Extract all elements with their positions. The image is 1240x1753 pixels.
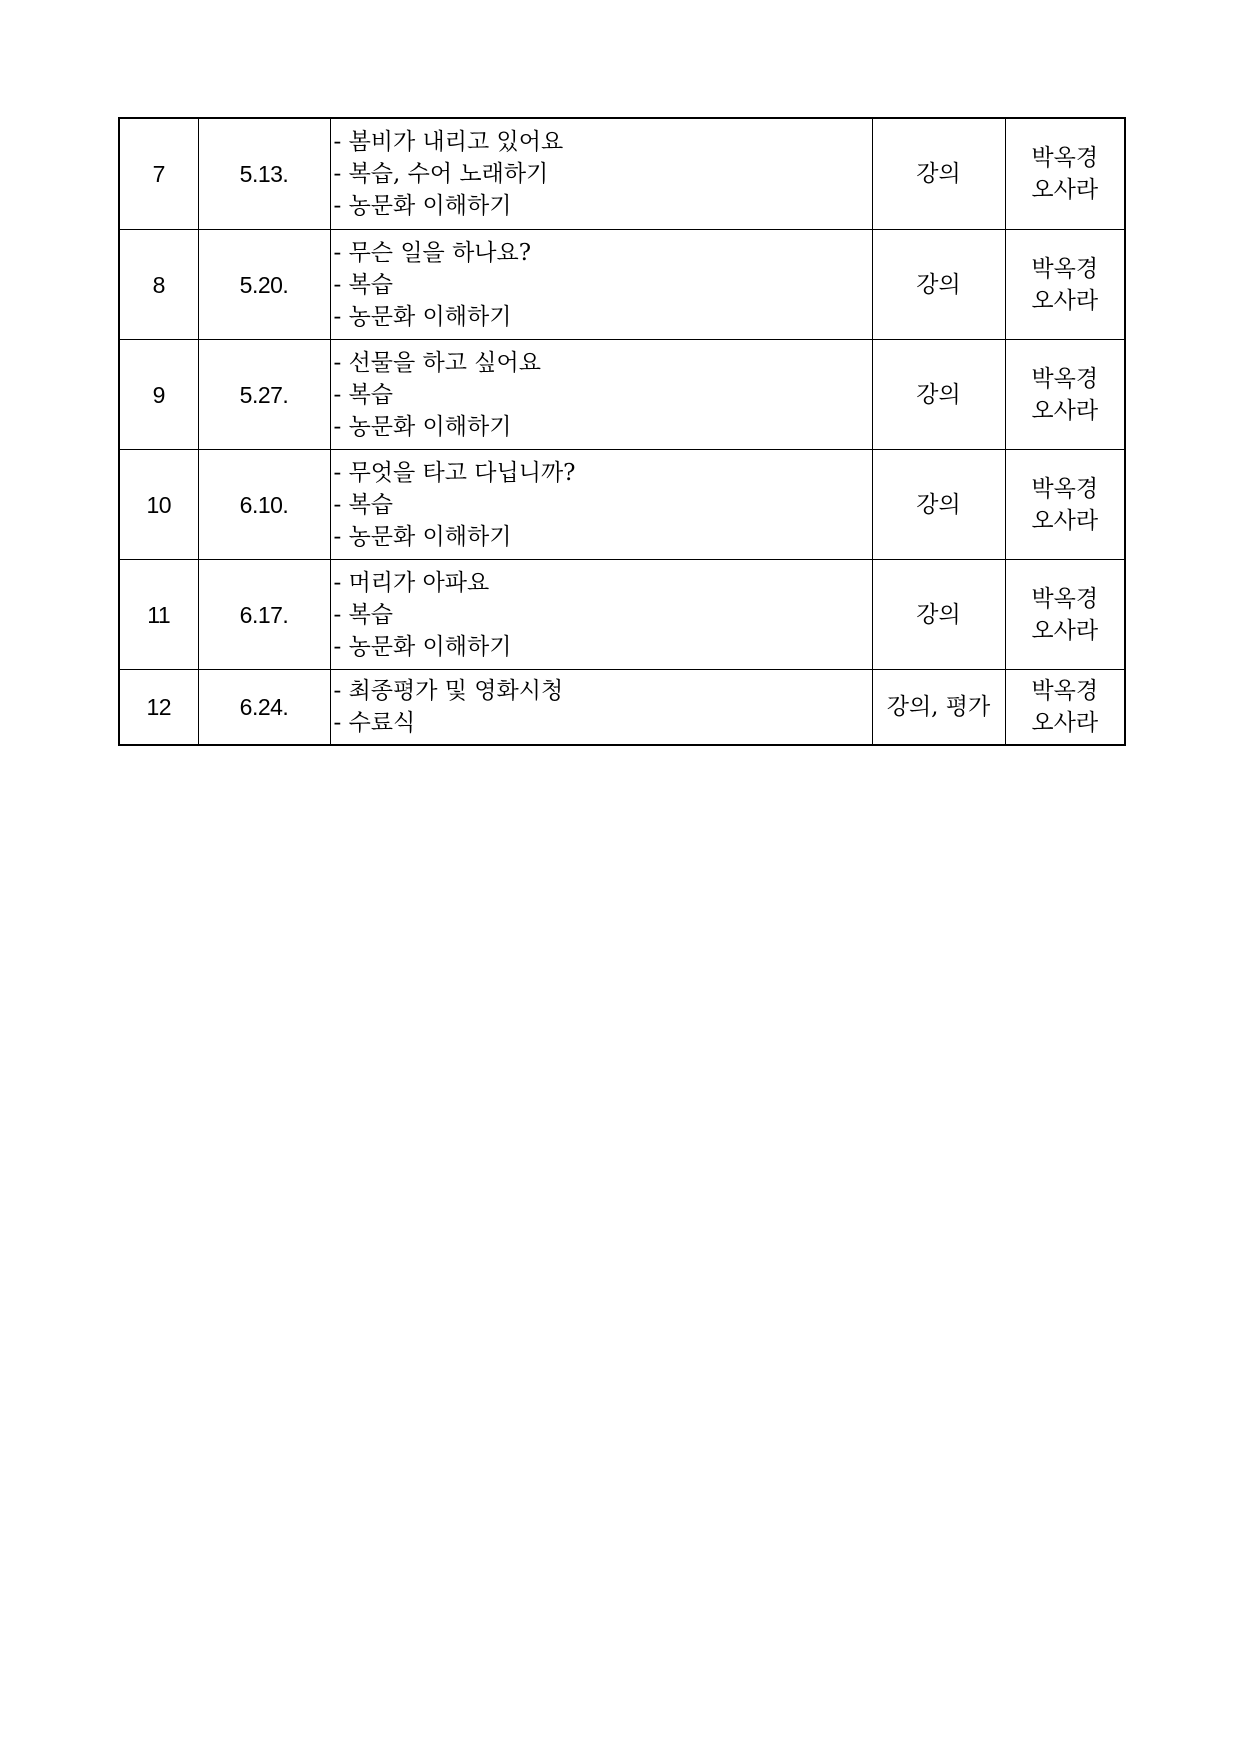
- schedule-table: [118, 117, 1126, 746]
- session-content: [330, 340, 872, 450]
- session-teachers: [1005, 340, 1125, 450]
- session-method: 강의: [872, 230, 1005, 340]
- session-content: [330, 118, 872, 230]
- session-content: [330, 450, 872, 560]
- teacher-name: 오사라: [1031, 177, 1099, 203]
- session-method: 강의: [872, 450, 1005, 560]
- session-content: [330, 670, 872, 746]
- content-line: - 복습: [333, 491, 394, 518]
- teacher-name: 오사라: [1031, 287, 1099, 314]
- teacher-name: 박옥경: [1031, 365, 1099, 392]
- content-line: - 봄비가 내리고 있어요: [333, 129, 564, 155]
- session-date: 6.17.: [198, 560, 330, 670]
- teacher-name: 오사라: [1031, 397, 1099, 424]
- content-line: - 복습: [333, 271, 394, 298]
- session-method: 강의, 평가: [872, 670, 1005, 746]
- content-line: - 농문화 이해하기: [333, 303, 512, 330]
- content-line: - 머리가 아파요: [333, 569, 490, 596]
- teacher-name: 박옥경: [1031, 145, 1099, 171]
- teacher-name: 박옥경: [1031, 255, 1099, 282]
- session-content: [330, 560, 872, 670]
- teacher-name: 오사라: [1031, 507, 1099, 534]
- table-row: [119, 670, 1125, 746]
- teacher-name: 박옥경: [1031, 678, 1099, 704]
- session-teachers: [1005, 230, 1125, 340]
- content-line: - 농문화 이해하기: [333, 413, 512, 440]
- session-date: 5.27.: [198, 340, 330, 450]
- content-line: - 농문화 이해하기: [333, 523, 512, 550]
- session-number: 7: [119, 118, 198, 230]
- session-teachers: [1005, 118, 1125, 230]
- content-line: - 선물을 하고 싶어요: [333, 349, 541, 376]
- session-teachers: [1005, 560, 1125, 670]
- content-line: - 농문화 이해하기: [333, 193, 512, 219]
- session-method: 강의: [872, 118, 1005, 230]
- table-row: [119, 450, 1125, 560]
- content-line: - 수료식: [333, 710, 416, 736]
- session-number: 12: [119, 670, 198, 746]
- session-date: 5.13.: [198, 118, 330, 230]
- teacher-name: 박옥경: [1031, 475, 1099, 502]
- content-line: - 농문화 이해하기: [333, 633, 512, 660]
- teacher-name: 박옥경: [1031, 585, 1099, 612]
- session-number: 11: [119, 560, 198, 670]
- table-row: [119, 230, 1125, 340]
- session-method: 강의: [872, 340, 1005, 450]
- table-row: [119, 560, 1125, 670]
- content-line: - 복습: [333, 601, 394, 628]
- session-teachers: [1005, 670, 1125, 746]
- teacher-name: 오사라: [1031, 617, 1099, 644]
- session-method: 강의: [872, 560, 1005, 670]
- content-line: - 무슨 일을 하나요?: [333, 239, 532, 266]
- session-date: 5.20.: [198, 230, 330, 340]
- table-row: [119, 340, 1125, 450]
- session-date: 6.24.: [198, 670, 330, 746]
- session-number: 9: [119, 340, 198, 450]
- session-date: 6.10.: [198, 450, 330, 560]
- content-line: - 최종평가 및 영화시청: [333, 678, 564, 704]
- session-teachers: [1005, 450, 1125, 560]
- content-line: - 무엇을 타고 다닙니까?: [333, 459, 576, 486]
- session-number: 10: [119, 450, 198, 560]
- content-line: - 복습: [333, 381, 394, 408]
- teacher-name: 오사라: [1031, 710, 1099, 736]
- session-number: 8: [119, 230, 198, 340]
- session-content: [330, 230, 872, 340]
- content-line: - 복습, 수어 노래하기: [333, 161, 549, 187]
- table-row: [119, 118, 1125, 230]
